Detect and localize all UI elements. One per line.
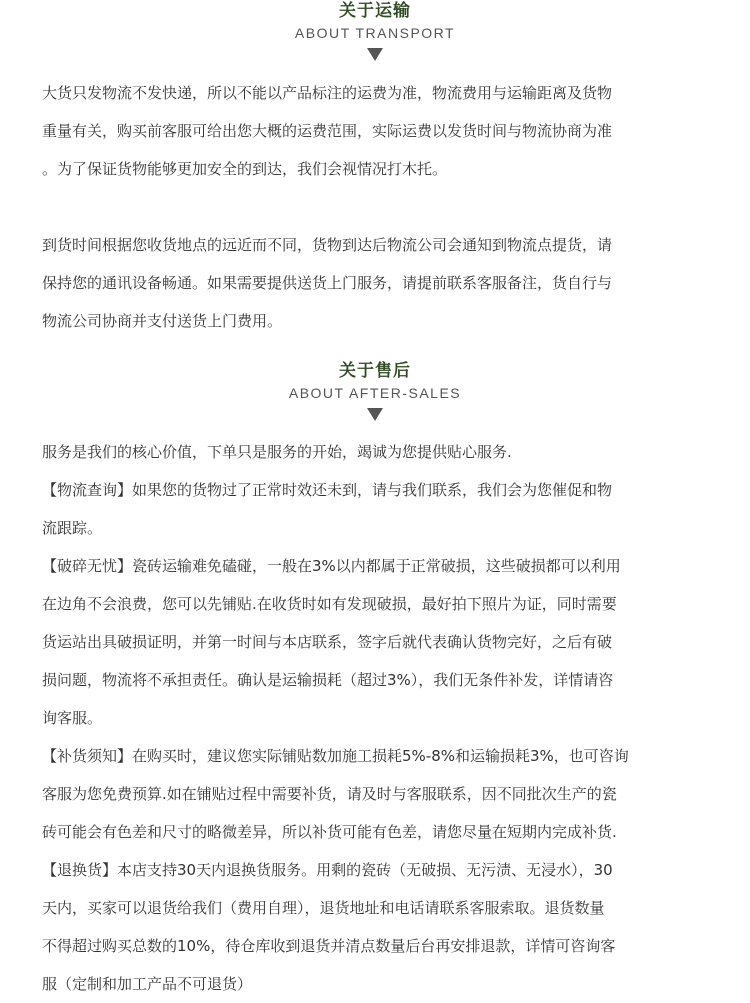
aftersales-title: 关于售后 [339, 361, 411, 381]
aftersales-intro: 服务是我们的核心价值，下单只是服务的开始，竭诚为您提供贴心服务. [42, 443, 512, 461]
transport-subtitle: ABOUT TRANSPORT [294, 25, 456, 41]
aftersales-restock-notice: 【补货须知】在购买时，建议您实际铺贴数加施工损耗5%-8%和运输损耗3%，也可咨询 客服为您免费预算.如在铺贴过程中需要补货，请及时与客服联系，因不同批次生产的瓷 砖可能会有色差和尺寸的略微差异，所以补货可能有色差，请您尽量在短期内完成补货. [42, 747, 629, 841]
transport-title: 关于运输 [339, 1, 411, 21]
aftersales-header [0, 360, 750, 421]
aftersales-breakage-guarantee: 【破碎无忧】瓷砖运输难免磕碰，一般在3%以内都属于正常破损，这些破损都可以利用 在边角不会浪费，您可以先铺贴.在收货时如有发现破损，最好拍下照片为证，同时需要 货运站出具破损证明，并第一时间与本店联系，签字后就代表确认货物完好，之后有破 损问题，物流将不承担责任。确认是运输损耗（超过3%），我们无条件补发，详情请咨 询客服。 [42, 557, 621, 727]
aftersales-returns: 【退换货】本店支持30天内退换货服务。用剩的瓷砖（无破损、无污渍、无浸水），30 天内，买家可以退货给我们（费用自理），退货地址和电话请联系客服索取。退货数量 不得超过购买总数的10%，待仓库收到退货并清点数量后台再安排退款，详情可咨询客 服（定制和加工产品不可退货） [42, 861, 616, 993]
transport-header [0, 0, 750, 61]
transport-paragraph-delivery: 到货时间根据您收货地点的远近而不同，货物到达后物流公司会通知到物流点提货，请 保持您的通讯设备畅通。如果需要提供送货上门服务，请提前联系客服备注，货自行与 物流公司协商并支付送货上门费用。 [42, 236, 613, 330]
aftersales-logistics-query: 【物流查询】如果您的货物过了正常时效还未到，请与我们联系，我们会为您催促和物 流跟踪。 [42, 481, 613, 537]
down-arrow-icon [367, 408, 383, 421]
transport-paragraph-shipping: 大货只发物流不发快递，所以不能以产品标注的运费为准，物流费用与运输距离及货物 重量有关，购买前客服可给出您大概的运费范围，实际运费以发货时间与物流协商为准 。为了保证货物能够更加安全的到达，我们会视情况打木托。 [42, 84, 613, 178]
down-arrow-icon [367, 48, 383, 61]
aftersales-subtitle: ABOUT AFTER-SALES [288, 385, 462, 401]
